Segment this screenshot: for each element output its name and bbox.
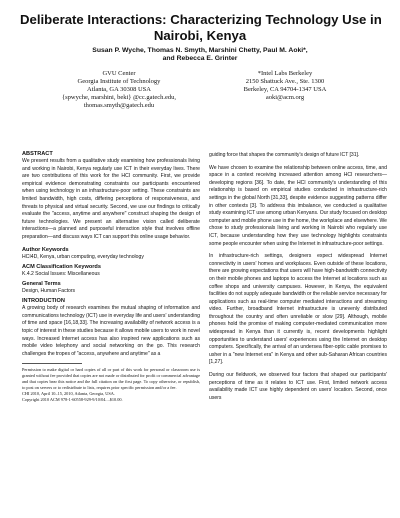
affiliation-line: Atlanta, GA 30308 USA xyxy=(87,86,151,93)
affiliation-email: {spwyche, marshini, beki} @cc.gatech.edu, xyxy=(61,94,177,101)
title-line-1: Deliberate Interactions: Characterizing Technology Use in xyxy=(20,12,382,27)
affiliation-line: *Intel Labs Berkeley xyxy=(257,70,313,77)
copyright-venue: CHI 2010, April 10–15, 2010, Atlanta, Georgia, USA. xyxy=(22,390,115,396)
body-paragraph: We have chosen to examine the relationship between online access, time, and space in a context receiving increased attention among HCI researchers—developing regions [36]. To date, the HCI community's understanding of this relationship is based on empirical studies conducted in infrastructure-rich settings in the global North [31,33], despite evidence suggesting patterns differ in other contexts [3]. To address this imbalance, we conducted a qualitative study examining ICT use among urban Kenyans. Our study focused on desktop computer and mobile phone use in the home, the workplace and elsewhere. We chose to study professionals living and working in Nairobi who regularly use ICT, because understanding how they use technology highlights constraints some people encounter when using the Internet in infrastructure-poor settings. xyxy=(209,164,387,247)
affiliation-gvu xyxy=(29,70,209,110)
abstract-heading: ABSTRACT xyxy=(22,151,53,157)
acm-text: K.4.2 Social Issues: Miscellaneous xyxy=(22,270,100,277)
copyright-line: Copyright 2010 ACM 978-1-60558-929-9/10/04....$10.00. xyxy=(22,396,123,402)
copyright-notice: Permission to make digital or hard copies of all or part of this work for personal or classroom use is granted without fee provided that copies are not made or distributed for profit or commercial advantage and that copies bear this notice and the full citation on the first page. To copy otherwise, or republish, to post on servers or to redistribute to lists, requires prior specific permission and/or a fee. xyxy=(22,367,200,391)
right-column xyxy=(209,152,387,407)
introduction-heading: INTRODUCTION xyxy=(22,298,65,305)
affiliation-intel xyxy=(195,70,375,102)
left-column xyxy=(22,151,200,403)
affiliation-line: GVU Center xyxy=(102,70,136,77)
keywords-text: HCI4D, Kenya, urban computing, everyday technology xyxy=(22,253,144,260)
authors-line-1: Susan P. Wyche, Thomas N. Smyth, Marshini Chetty, Paul M. Aoki*, xyxy=(92,47,308,54)
body-paragraph: In infrastructure-rich settings, designers expect widespread Internet connectivity in users' homes and workplaces. Even outside of these locations, there are growing expectations that users will have high-bandwidth connectivity on their mobile phones and laptops to access the Internet at locations such as coffee shops and university campuses. However, in Kenya, the equivalent facilities do not supply adequate bandwidth or the reliable service necessary for applications such as real-time computer mediated interactions and streaming video. Further, broadband Internet infrastructure is unevenly distributed throughout the country and often unreliable or slow [29]. Although, mobile phones hold the promise of making computer-mediated communication more widespread in Kenya than it currently is, recent developments highlight opportunities to understand users' experiences using the Internet on desktop computers. Specifically, the arrival of an undersea fiber-optic cable promises to usher in a "new Internet era" in Kenya and other sub-Saharan African countries [1,27]. xyxy=(209,253,387,366)
affiliation-line: 2150 Shattuck Ave., Ste. 1300 xyxy=(245,78,325,85)
author-list xyxy=(20,47,380,63)
general-terms-heading: General Terms xyxy=(22,280,61,287)
paper-title xyxy=(20,12,380,44)
introduction-text: A growing body of research examines the mutual shaping of information and communications technology (ICT) use in everyday life and users' understanding of time and space [16,18,33]. The increasing availability of network access is a topic of interest in these studies because it allows mobile users to work in novel ways. Increased Internet access has also inspired new applications such as mobile video telephony and social networking on the go. This research challenges the tropes of "access, anywhere and anytime" as a xyxy=(22,305,200,357)
affiliation-email: aoki@acm.org xyxy=(265,94,305,101)
general-terms-text: Design, Human Factors xyxy=(22,287,76,294)
authors-line-2: and Rebecca E. Grinter xyxy=(162,55,238,62)
body-paragraph: guiding force that shapes the community's design of future ICT [31]. xyxy=(209,152,360,158)
keywords-heading: Author Keywords xyxy=(22,246,69,253)
body-paragraph: During our fieldwork, we observed four factors that shaped our participants' perceptions of time as it relates to ICT use. First, limited network access availability made ICT use highly dependent on users' location. Second, once users xyxy=(209,372,387,401)
affiliation-email: thomas.smyth@gatech.edu xyxy=(83,102,155,109)
acm-heading: ACM Classification Keywords xyxy=(22,263,101,270)
affiliation-line: Georgia Institute of Technology xyxy=(77,78,161,85)
title-line-2: Nairobi, Kenya xyxy=(153,28,247,43)
abstract-text: We present results from a qualitative study examining how professionals living and working in Nairobi, Kenya regularly use ICT in their everyday lives. There are two contributions of this work for the HCI community. First, we provide empirical evidence demonstrating constraints our participants encountered when using technology in an infrastructure-poor setting. These constraints are limited bandwidth, high costs, differing perceptions of responsiveness, and threats to physical and virtual security. Second, we use our findings to critically evaluate the "access, anytime and anywhere" construct shaping the design of future technologies. We present an alternative vision called deliberate interactions—a planned and purposeful interaction style that involves offline preparation—and discuss ways ICT can support this online usage behavior. xyxy=(22,158,200,240)
affiliation-line: Berkeley, CA 94704-1347 USA xyxy=(243,86,327,93)
copyright-divider xyxy=(22,363,82,364)
